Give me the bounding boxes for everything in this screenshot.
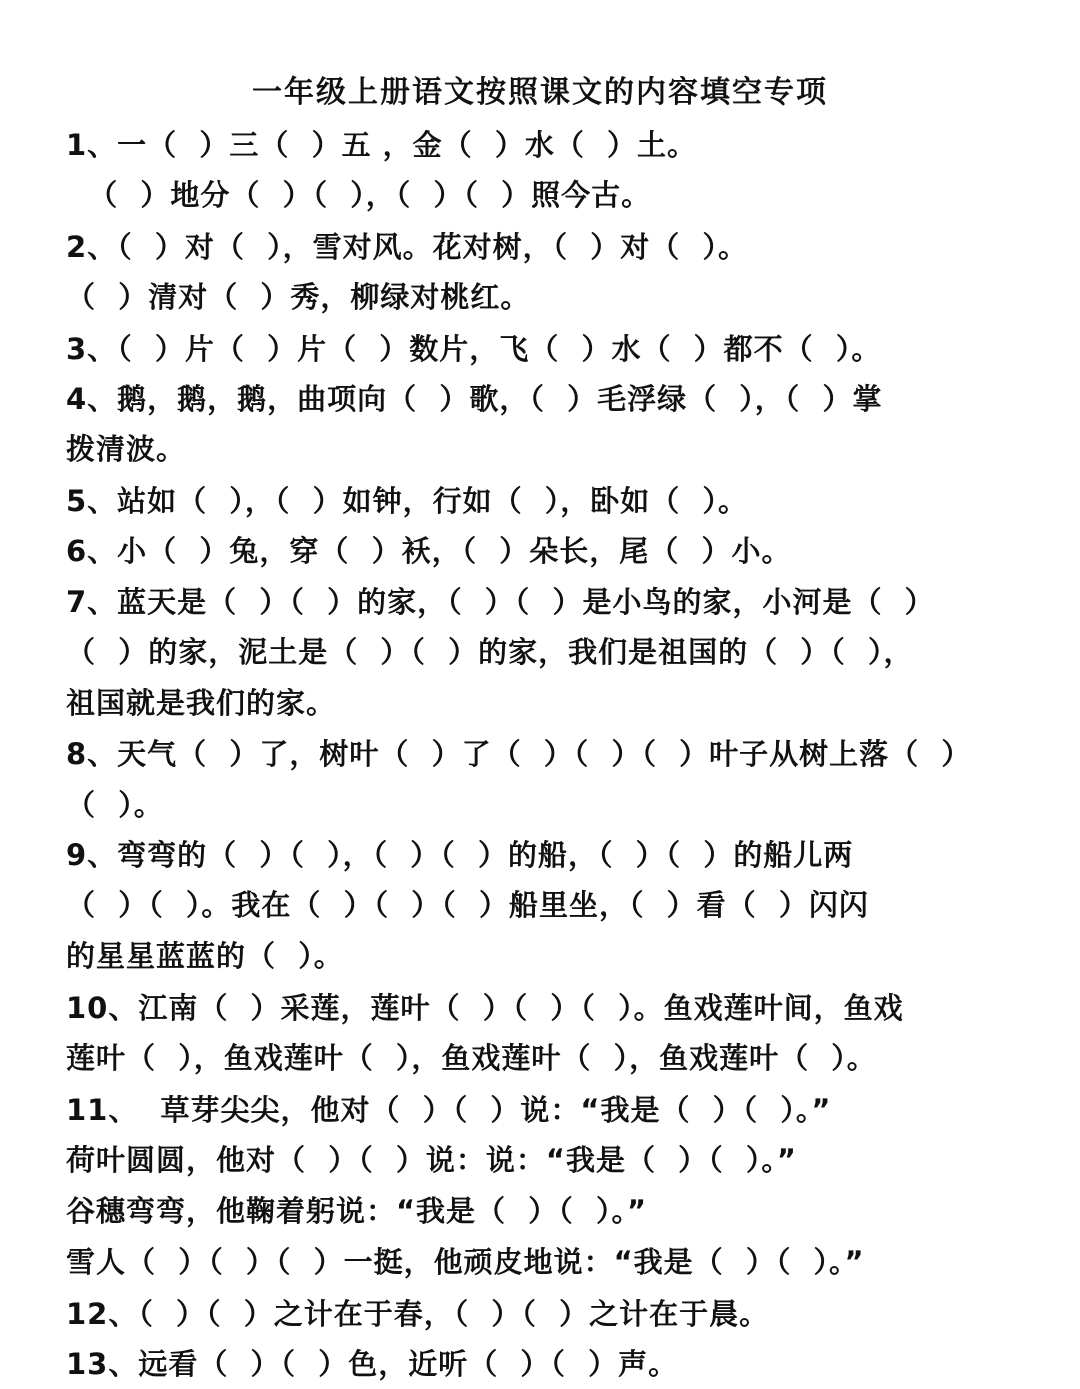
exercise-line: 12、（ ）（ ）之计在于春，（ ）（ ）之计在于晨。 — [66, 1297, 770, 1331]
exercise-line: 8、天气（ ）了，树叶（ ）了（ ）（ ）（ ）叶子从树上落（ ） — [66, 737, 972, 771]
exercise-line: 的星星蓝蓝的（ ）。 — [66, 939, 344, 973]
exercise-line: 11、 草芽尖尖，他对（ ）（ ）说：“我是（ ）（ ）。” — [66, 1093, 832, 1127]
exercise-line: （ ）的家，泥土是（ ）（ ）的家，我们是祖国的（ ）（ ）， — [66, 635, 914, 669]
exercise-line: （ ）（ ）。我在（ ）（ ）（ ）船里坐，（ ）看（ ）闪闪 — [66, 888, 869, 922]
exercise-line: 13、远看（ ）（ ）色，近听（ ）（ ）声。 — [66, 1347, 679, 1381]
exercise-line: 3、（ ）片（ ）片（ ）数片，飞（ ）水（ ）都不（ ）。 — [66, 332, 882, 366]
exercise-line: 谷穗弯弯，他鞠着躬说：“我是（ ）（ ）。” — [66, 1194, 648, 1228]
exercise-line: 7、蓝天是（ ）（ ）的家，（ ）（ ）是小鸟的家，小河是（ ） — [66, 585, 935, 619]
exercise-line: （ ）地分（ ）（ ），（ ）（ ）照今古。 — [66, 178, 652, 212]
exercise-line: 10、江南（ ）采莲，莲叶（ ）（ ）（ ）。鱼戏莲叶间，鱼戏 — [66, 991, 904, 1025]
exercise-line: 1、一（ ）三（ ）五 ，金（ ）水（ ）土。 — [66, 128, 698, 162]
exercise-line: 5、站如（ ），（ ）如钟，行如（ ），卧如（ ）。 — [66, 484, 748, 518]
exercise-line: 祖国就是我们的家。 — [66, 686, 337, 720]
exercise-line: 4、鹅，鹅，鹅，曲项向（ ）歌，（ ）毛浮绿（ ），（ ）掌 — [66, 382, 883, 416]
exercise-line: 雪人（ ）（ ）（ ）一挺，他顽皮地说：“我是（ ）（ ）。” — [66, 1245, 865, 1279]
exercise-line: （ ）。 — [66, 788, 164, 822]
exercise-line: 9、弯弯的（ ）（ ），（ ）（ ）的船，（ ）（ ）的船儿两 — [66, 838, 854, 872]
exercise-line: 2、（ ）对（ ），雪对风。花对树，（ ）对（ ）。 — [66, 230, 748, 264]
exercise-line: 拨清波。 — [66, 432, 187, 466]
exercise-line: 荷叶圆圆，他对（ ）（ ）说：说：“我是（ ）（ ）。” — [66, 1143, 797, 1177]
exercise-line: 莲叶（ ），鱼戏莲叶（ ），鱼戏莲叶（ ），鱼戏莲叶（ ）。 — [66, 1041, 877, 1075]
exercise-line: 6、小（ ）兔，穿（ ）袄，（ ）朵长，尾（ ）小。 — [66, 534, 792, 568]
exercise-line: （ ）清对（ ）秀，柳绿对桃红。 — [66, 280, 531, 314]
page-title: 一年级上册语文按照课文的内容填空专项 — [252, 75, 828, 110]
